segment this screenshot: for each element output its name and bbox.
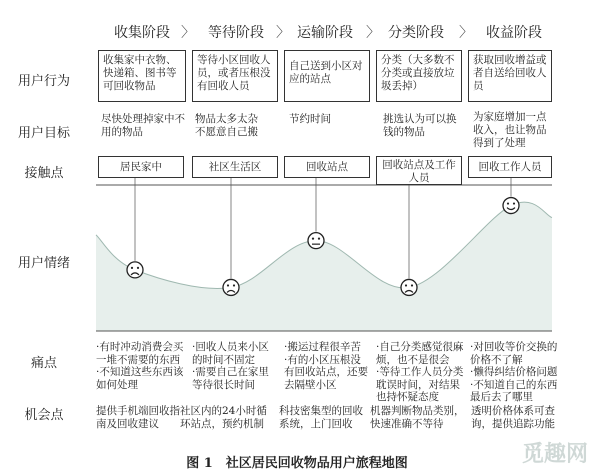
stage-1: 收集阶段 xyxy=(114,25,170,41)
touchpoint-5: 回收工作人员 xyxy=(468,156,552,178)
opportunity-5: 透明价格体系可查询，提供追踪功能 xyxy=(471,405,555,430)
opportunity-3: 科技密集型的回收系统，上门回收 xyxy=(279,405,363,430)
chevron-right-icon: 〉 xyxy=(276,25,290,41)
opportunity-1: 提供手机端回收指南及回收建议 xyxy=(96,405,180,430)
stage-5: 收益阶段 xyxy=(486,25,542,41)
row-label-emotion: 用户情绪 xyxy=(17,256,70,271)
row-label-pain: 痛点 xyxy=(30,356,57,371)
pain-point-5: ·对回收等价交换的价格不了解 ·懒得纠结价格问题 ·不知道自己的东西最后去了哪里 xyxy=(470,341,558,403)
sad-face-icon xyxy=(401,279,417,295)
pain-point-4: ·自己分类感觉很麻烦，也不是很会 ·等待工作人员分类耽误时间，对结果也持怀疑态度 xyxy=(376,341,464,403)
opportunity-4: 机器判断物品类别，快速准确不等待 xyxy=(370,405,465,430)
goal-2: 物品太多太杂不愿意自己搬 xyxy=(195,113,258,138)
touchpoint-2: 社区生活区 xyxy=(192,156,278,178)
stage-2: 等待阶段 xyxy=(208,25,264,41)
row-label-goal: 用户目标 xyxy=(17,126,70,141)
happy-face-icon xyxy=(503,198,519,214)
figure-caption: 图 1 社区居民回收物品用户旅程地图 xyxy=(186,456,408,471)
goal-5: 为家庭增加一点收入，也让物品得到了处理 xyxy=(473,111,547,149)
sad-face-icon xyxy=(223,279,239,295)
behavior-box-2: 等待小区回收人员，或者压根没有回收人员 xyxy=(192,50,278,102)
chevron-right-icon: 〉 xyxy=(181,25,195,41)
touchpoint-1: 居民家中 xyxy=(98,156,184,178)
chevron-right-icon: 〉 xyxy=(459,25,473,41)
touchpoint-4: 回收站点及工作人员 xyxy=(376,156,462,185)
row-label-touchpoint: 接触点 xyxy=(24,166,64,181)
row-label-opportunity: 机会点 xyxy=(24,408,64,423)
watermark: 觅趣网 xyxy=(521,442,588,467)
goal-3: 节约时间 xyxy=(289,113,331,125)
row-label-behavior: 用户行为 xyxy=(17,74,70,89)
sad-face-icon xyxy=(127,262,143,278)
neutral-face-icon xyxy=(308,233,324,249)
touchpoint-3: 回收站点 xyxy=(284,156,370,178)
pain-point-2: ·回收人员来小区的时间不固定 ·需要自己在家里等待很长时间 xyxy=(192,341,269,391)
pain-point-1: ·有时冲动消费会买一堆不需要的东西 ·不知道这些东西该如何处理 xyxy=(96,341,184,391)
stage-3: 运输阶段 xyxy=(297,25,353,41)
chevron-right-icon: 〉 xyxy=(366,25,380,41)
behavior-box-1: 收集家中衣物、快递箱、图书等可回收物品 xyxy=(98,50,186,102)
behavior-box-4: 分类（大多数不分类或直接放垃圾丢掉） xyxy=(376,50,462,102)
goal-4: 挑选认为可以换钱的物品 xyxy=(383,113,457,138)
pain-point-3: ·搬运过程很辛苦 ·有的小区压根没有回收站点，还要去隔壁小区 xyxy=(284,341,368,391)
stage-4: 分类阶段 xyxy=(388,25,444,41)
emotion-area xyxy=(96,202,552,331)
goal-1: 尽快处理掉家中不用的物品 xyxy=(101,113,185,138)
behavior-box-3: 自己送到小区对应的站点 xyxy=(284,50,370,102)
opportunity-2: 社区内的24小时循环站点，预约机制 xyxy=(180,405,267,430)
behavior-box-5: 获取回收增益或者自送给回收人员 xyxy=(468,50,552,102)
